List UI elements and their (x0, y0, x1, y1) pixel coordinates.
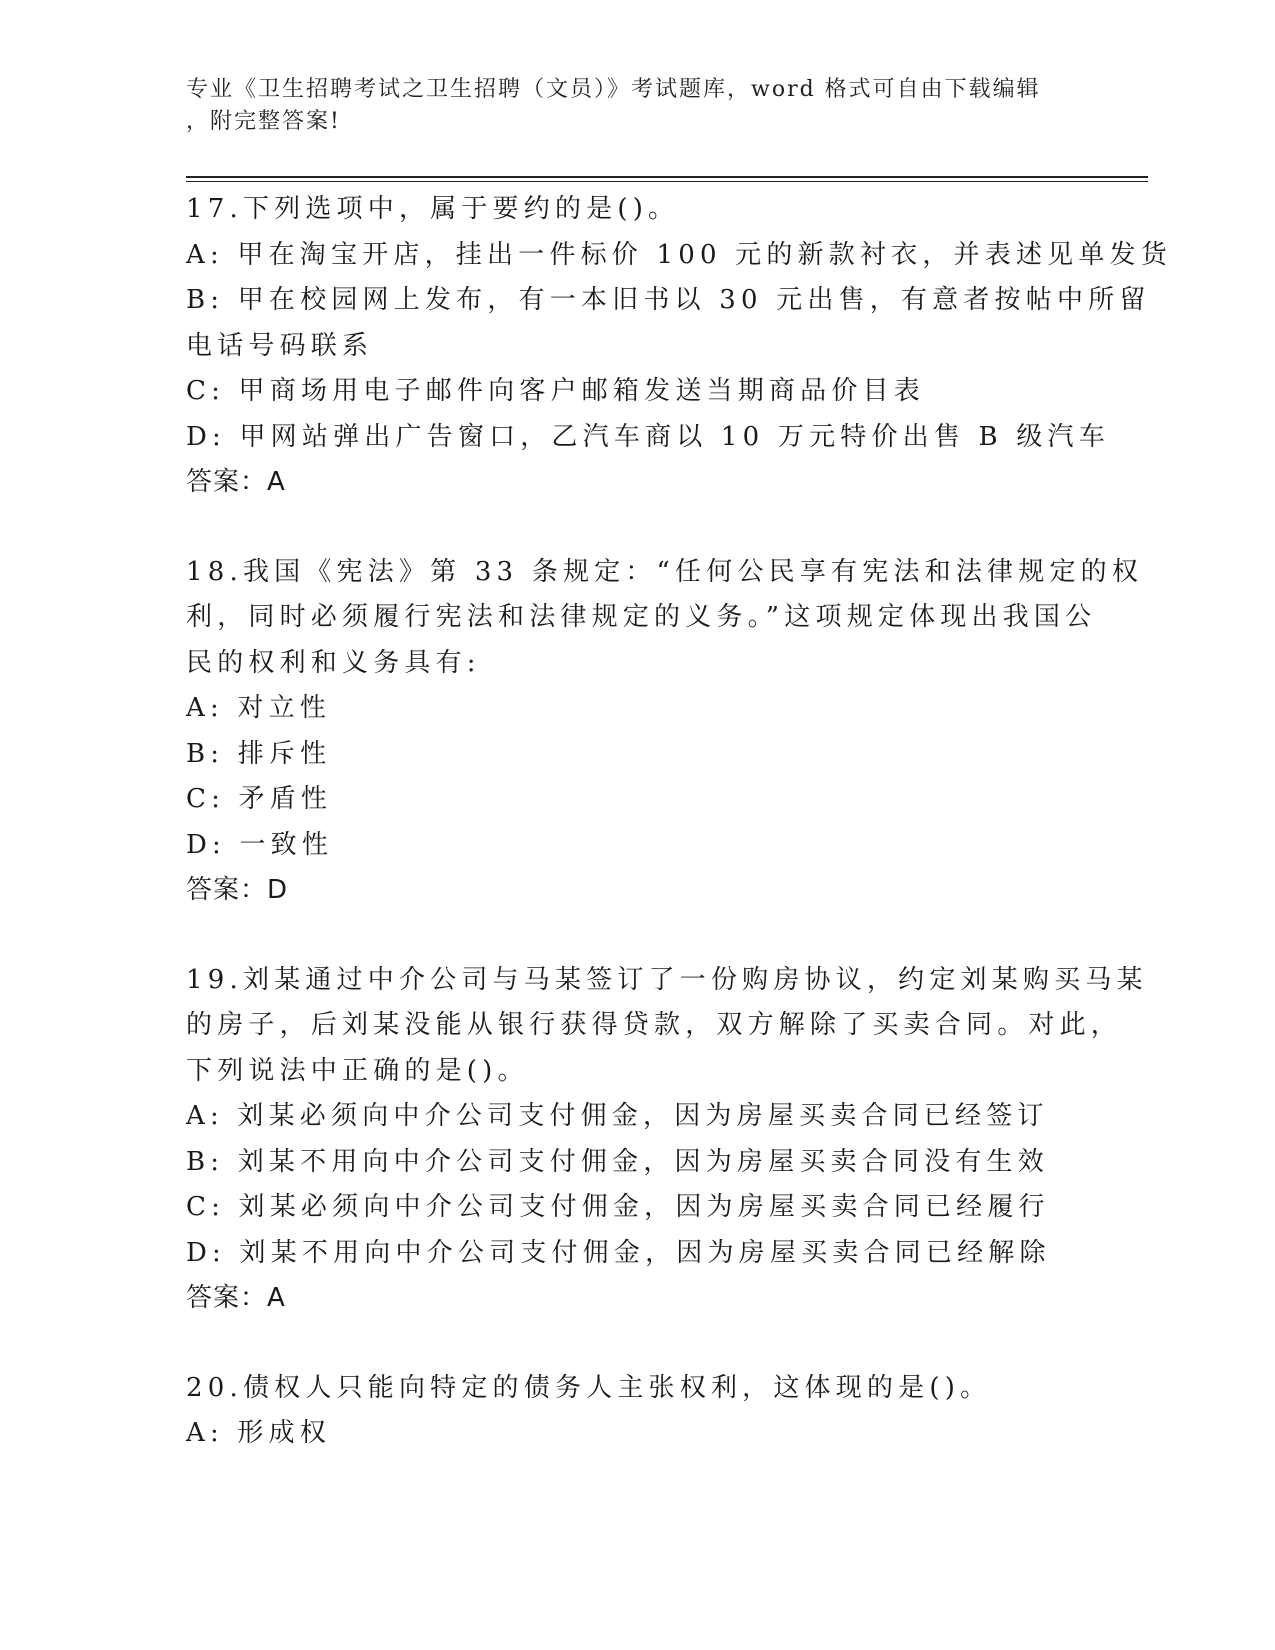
question-stem: 18.我国《宪法》第 33 条规定：“任何公民享有宪法和法律规定的权 (186, 556, 1144, 587)
question-20 (186, 1366, 1086, 1457)
question-17 (186, 187, 1172, 506)
question-stem: 的房子，后刘某没能从银行获得贷款，双方解除了买卖合同。对此， (186, 1010, 1123, 1040)
header-divider-thin (186, 181, 1148, 182)
question-stem: 17.下列选项中，属于要约的是()。 (186, 194, 680, 224)
header-line: ，附完整答案! (186, 109, 341, 134)
option-c: C: 矛盾性 (186, 784, 333, 814)
document-header (186, 74, 1086, 138)
option-b-continued: 电话号码联系 (186, 330, 374, 361)
question-stem: 下列说法中正确的是()。 (186, 1055, 529, 1086)
option-a: A: 刘某必须向中介公司支付佣金，因为房屋买卖合同已经签订 (186, 1101, 1049, 1131)
option-d: D: 刘某不用向中介公司支付佣金，因为房屋买卖合同已经解除 (186, 1237, 1051, 1268)
option-d: D: 甲网站弹出广告窗口，乙汽车商以 10 万元特价出售 B 级汽车 (186, 421, 1110, 452)
question-stem: 20.债权人只能向特定的债务人主张权利，这体现的是()。 (186, 1372, 992, 1403)
answer: 答案：D (186, 875, 289, 905)
header-divider (186, 176, 1148, 178)
answer: 答案：A (186, 1283, 286, 1313)
option-c: C: 甲商场用电子邮件向客户邮箱发送当期商品价目表 (186, 376, 925, 406)
option-b: B: 刘某不用向中介公司支付佣金，因为房屋买卖合同没有生效 (186, 1146, 1049, 1177)
option-d: D: 一致性 (186, 829, 334, 860)
answer: 答案：A (186, 467, 286, 497)
option-b: B: 甲在校园网上发布，有一本旧书以 30 元出售，有意者按帖中所留 (186, 285, 1151, 315)
question-18 (186, 550, 1144, 914)
question-stem: 民的权利和义务具有: (186, 647, 481, 678)
option-a: A: 甲在淘宝开店，挂出一件标价 100 元的新款衬衣，并表述见单发货 (186, 239, 1172, 270)
option-c: C: 刘某必须向中介公司支付佣金，因为房屋买卖合同已经履行 (186, 1192, 1050, 1222)
header-line: 专业《卫生招聘考试之卫生招聘（文员）》考试题库，word 格式可自由下载编辑 (186, 77, 1041, 102)
question-stem: 19.刘某通过中介公司与马某签订了一份购房协议，约定刘某购买马某 (186, 964, 1148, 995)
question-19 (186, 958, 1148, 1322)
question-list (186, 187, 1172, 1501)
option-a: A: 形成权 (186, 1418, 332, 1448)
option-b: B: 排斥性 (186, 738, 332, 769)
option-a: A: 对立性 (186, 693, 332, 723)
question-stem: 利，同时必须履行宪法和法律规定的义务。”这项规定体现出我国公 (186, 602, 1097, 632)
